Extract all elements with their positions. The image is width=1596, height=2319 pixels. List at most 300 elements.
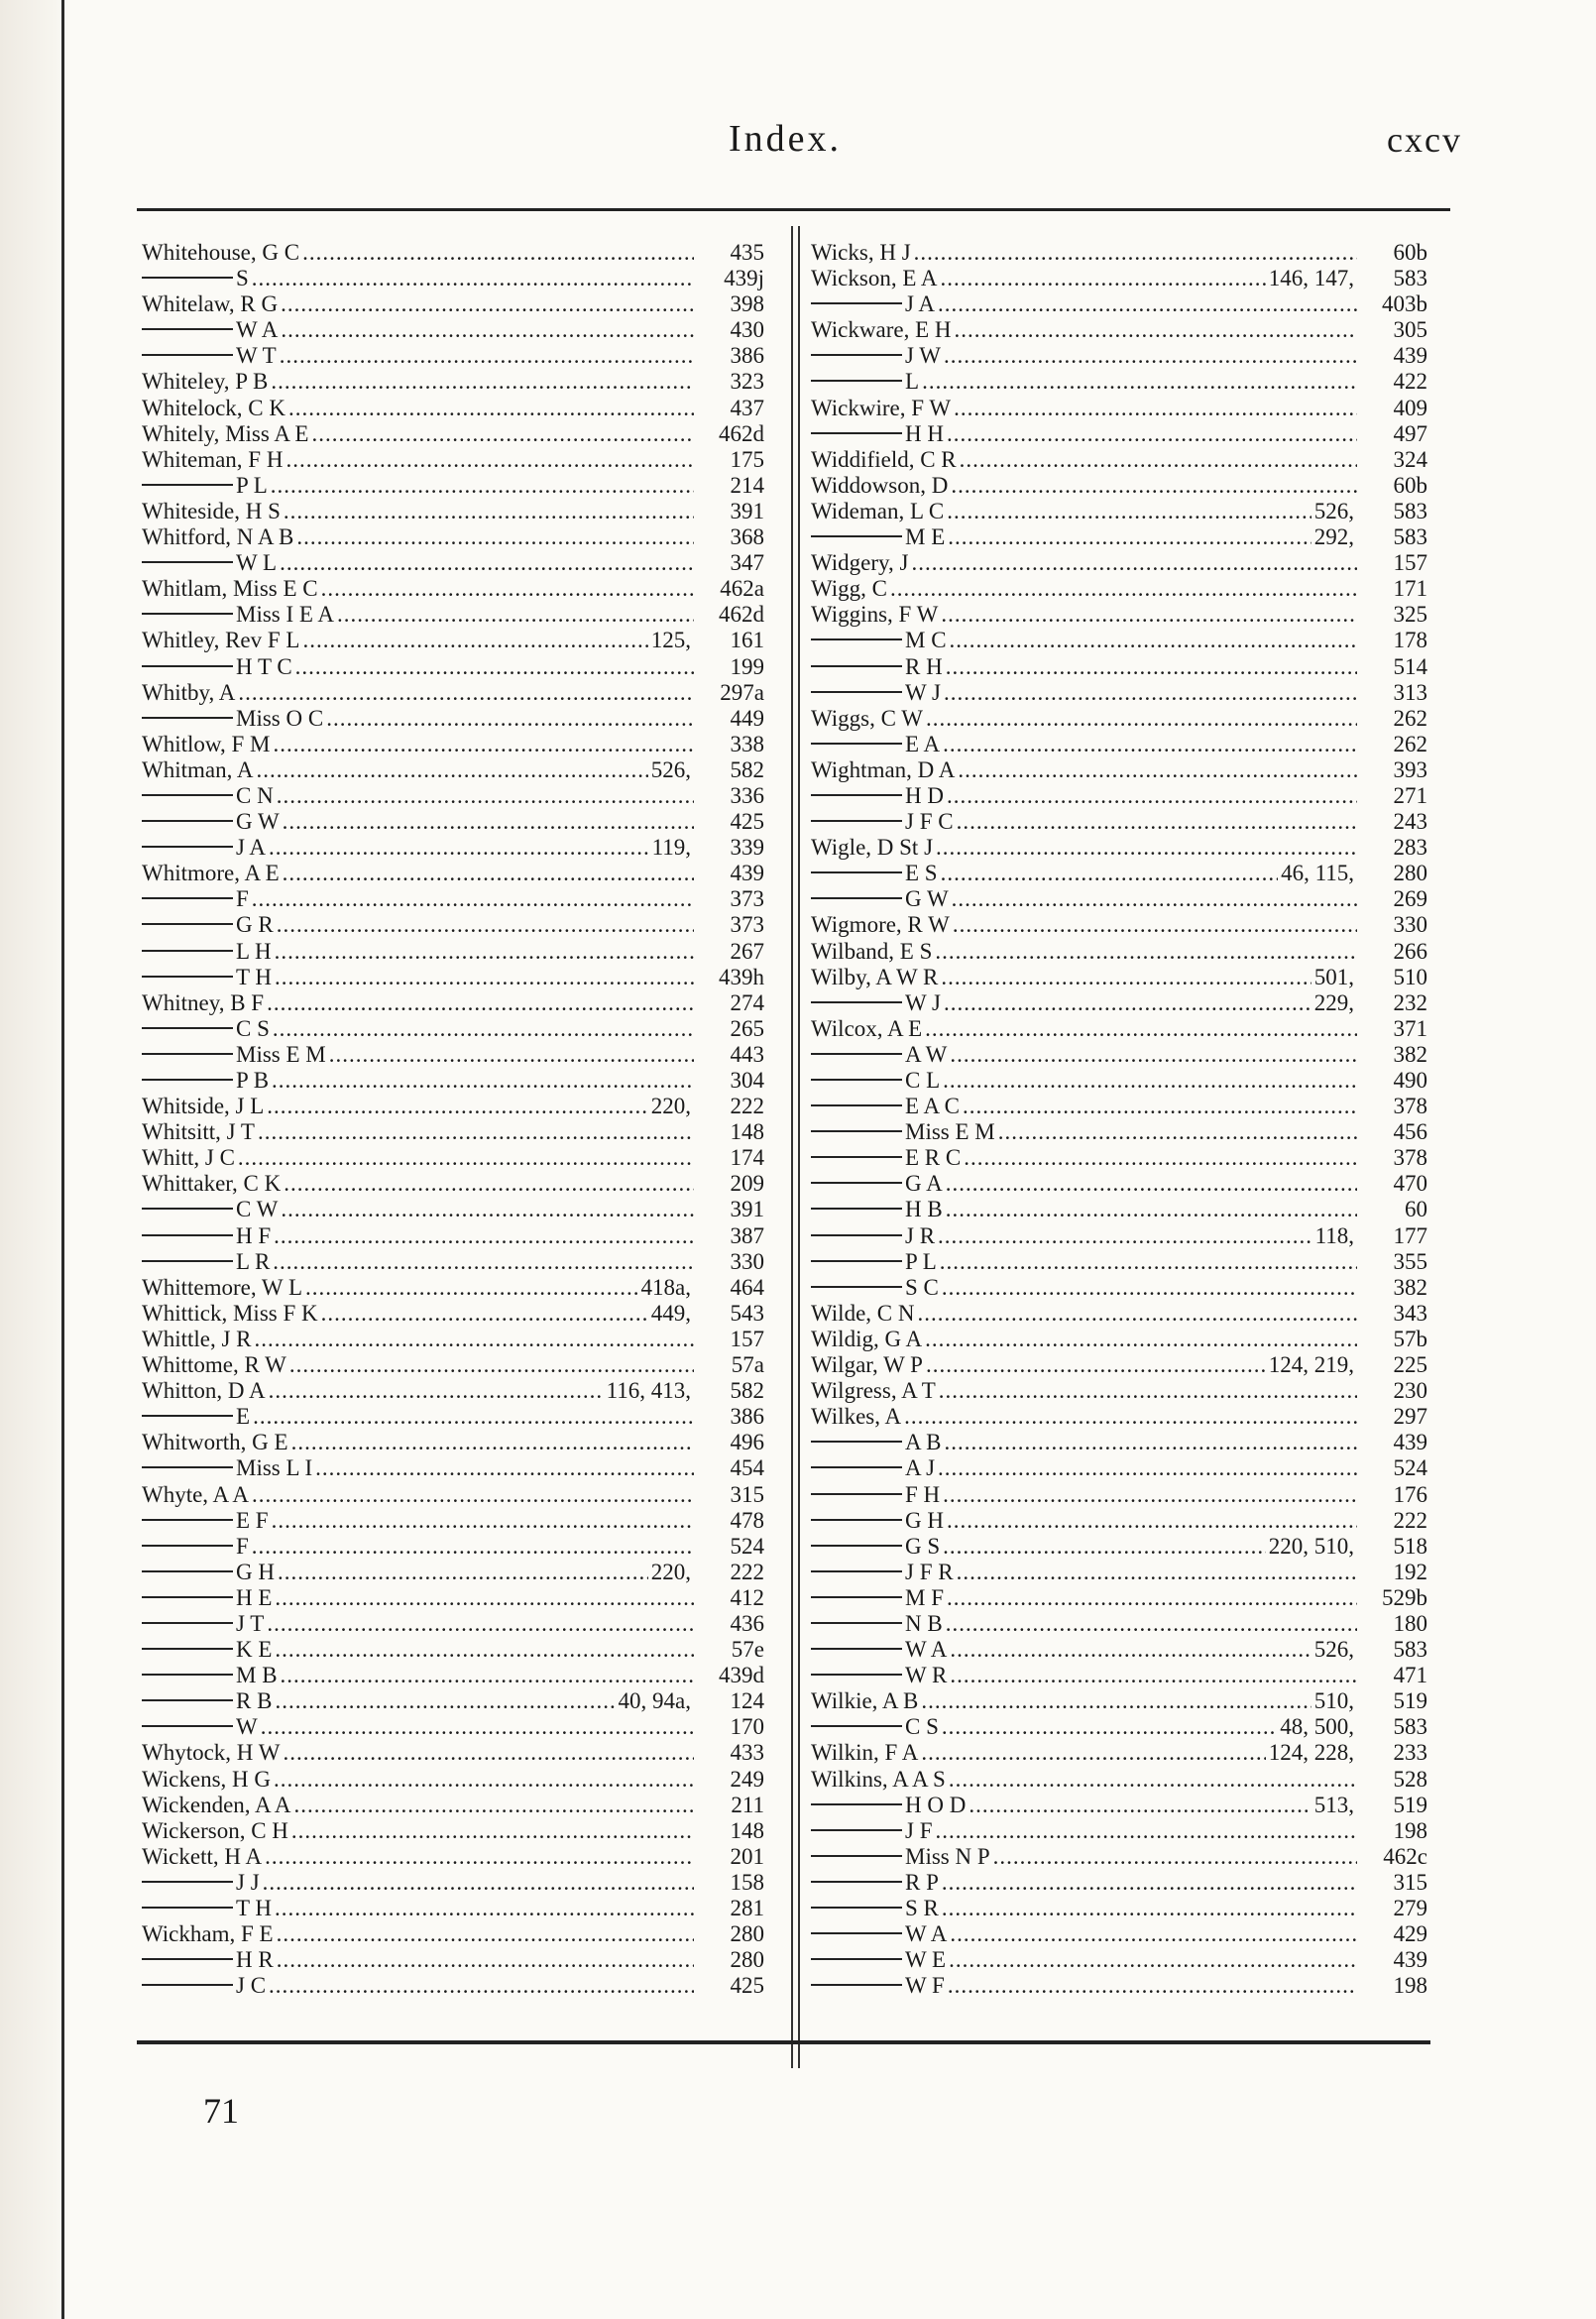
ditto-dash [142, 1699, 233, 1701]
dot-leader [274, 732, 695, 757]
dot-leader [273, 1249, 694, 1275]
entry-page-ref: 262 [1393, 705, 1427, 731]
entry-name: C N [236, 782, 274, 808]
ditto-dash [142, 1622, 233, 1624]
ditto-dash [811, 1545, 902, 1547]
index-entry [811, 939, 1427, 965]
entry-name: A W [905, 1041, 948, 1067]
entry-page-ref: 368 [730, 524, 764, 550]
entry-page-ref: 435 [730, 240, 764, 265]
entry-name: W F [905, 1973, 945, 1999]
entry-name: Whitehouse, G C [142, 240, 300, 265]
index-entry [811, 1560, 1427, 1585]
dot-leader [938, 291, 1357, 317]
entry-page-ref: 437 [730, 395, 764, 420]
index-entry [811, 1534, 1427, 1560]
entry-page-ref: 157 [1393, 550, 1427, 576]
ditto-dash [142, 277, 233, 279]
dot-leader [273, 1016, 694, 1042]
dot-leader [288, 396, 694, 421]
dot-leader [277, 1947, 694, 1973]
dot-leader [938, 1455, 1357, 1481]
entry-page-ref: 478 [730, 1507, 764, 1533]
index-entry [811, 473, 1427, 499]
entry-page-ref: 209 [730, 1171, 764, 1197]
index-entry [811, 550, 1427, 576]
entry-name: J W [905, 343, 941, 369]
entry-page-ref: 409 [1393, 395, 1427, 420]
dot-leader [283, 861, 694, 886]
index-entry [811, 1197, 1427, 1222]
entry-name: F [236, 886, 249, 912]
entry-page-ref: 412 [730, 1584, 764, 1610]
ditto-dash [811, 1053, 902, 1055]
ditto-dash [811, 1803, 902, 1805]
dot-leader [272, 1508, 694, 1534]
dot-leader [925, 1016, 1357, 1042]
dot-leader [261, 1714, 694, 1740]
dot-leader [238, 1145, 694, 1171]
index-entry [142, 886, 764, 912]
entry-page-ref: 148 [730, 1119, 764, 1145]
ditto-dash [142, 1234, 233, 1236]
entry-name: S R [905, 1896, 939, 1920]
entry-page-ref: 57a [731, 1352, 764, 1378]
dot-leader [943, 732, 1357, 757]
dot-leader [277, 783, 694, 809]
index-entry [811, 783, 1427, 809]
ditto-dash [811, 871, 902, 873]
index-entry [142, 266, 764, 291]
entry-page-ref: 387 [730, 1222, 764, 1248]
index-entry [811, 1404, 1427, 1430]
dot-leader [950, 1663, 1357, 1688]
dot-leader [942, 1275, 1357, 1301]
ditto-dash [142, 950, 233, 952]
entry-extra-refs: 526, [1313, 1637, 1354, 1663]
entry-page-ref: 355 [1393, 1248, 1427, 1274]
ditto-dash [142, 846, 233, 848]
ditto-dash [811, 1182, 902, 1184]
index-entry [811, 1430, 1427, 1455]
ditto-dash [811, 665, 902, 667]
entry-page-ref: 60b [1393, 472, 1427, 498]
entry-name: E S [905, 861, 938, 886]
dot-leader [998, 1119, 1357, 1145]
entry-name: Whitside, J L [142, 1094, 265, 1119]
entry-page-ref: 262 [1393, 731, 1427, 756]
index-entry [811, 396, 1427, 421]
index-entry [142, 317, 764, 343]
entry-name: Whitely, Miss A E [142, 420, 309, 446]
entry-extra-refs: 124, 228, [1268, 1740, 1354, 1766]
entry-page-ref: 439 [1393, 1947, 1427, 1973]
dot-leader [950, 628, 1357, 653]
entry-name: J F C [905, 809, 954, 835]
dot-leader [267, 1611, 694, 1637]
entry-page-ref: 471 [1393, 1663, 1427, 1688]
index-entry [811, 1637, 1427, 1663]
dot-leader [952, 886, 1357, 912]
dot-leader [926, 706, 1357, 732]
entry-page-ref: 297 [1393, 1404, 1427, 1430]
dot-leader [277, 912, 694, 938]
entry-page-ref: 439d [719, 1663, 764, 1688]
header-rule [137, 208, 1450, 211]
index-entry [811, 1171, 1427, 1197]
entry-name: Whiteley, P B [142, 369, 269, 395]
entry-name: J F [905, 1817, 933, 1843]
entry-page-ref: 178 [1393, 628, 1427, 653]
entry-page-ref: 324 [1393, 446, 1427, 472]
index-entry [142, 421, 764, 447]
entry-name: Wilkins, A A S [811, 1766, 946, 1792]
entry-page-ref: 279 [1393, 1896, 1427, 1920]
entry-name: Whittome, R W [142, 1352, 286, 1378]
entry-name: Whitton, D A [142, 1378, 266, 1404]
entry-name: Whitley, Rev F L [142, 628, 300, 653]
entry-name: E R C [905, 1145, 962, 1171]
entry-page-ref: 524 [1393, 1455, 1427, 1481]
index-entry [142, 1327, 764, 1352]
index-entry [811, 1921, 1427, 1947]
entry-name: Whitelaw, R G [142, 291, 279, 317]
dot-leader [948, 1973, 1357, 1999]
dot-leader [302, 240, 694, 266]
dot-leader [953, 912, 1357, 938]
entry-name: Whittle, J R [142, 1326, 252, 1351]
entry-extra-refs: 513, [1313, 1792, 1354, 1817]
ditto-dash [811, 1907, 902, 1909]
index-entry [142, 1430, 764, 1455]
index-entry [811, 1688, 1427, 1714]
entry-name: G W [236, 809, 280, 835]
entry-page-ref: 269 [1393, 886, 1427, 912]
entry-name: J J [236, 1869, 260, 1895]
index-entry [811, 757, 1427, 783]
entry-name: G A [905, 1171, 943, 1197]
dot-leader [291, 1818, 694, 1844]
index-entry [142, 654, 764, 680]
dot-leader [275, 965, 694, 990]
index-entry [811, 1844, 1427, 1870]
index-column-left [142, 240, 764, 1999]
index-entry [142, 1947, 764, 1973]
entry-name: Whittick, Miss F K [142, 1300, 318, 1326]
dot-leader [947, 783, 1357, 809]
entry-name: Wideman, L C [811, 498, 945, 523]
index-entry [811, 343, 1427, 369]
dot-leader [252, 266, 694, 291]
ditto-dash [811, 535, 902, 537]
entry-extra-refs: 526, [1313, 498, 1354, 523]
entry-page-ref: 378 [1393, 1145, 1427, 1171]
index-entry [142, 1740, 764, 1766]
entry-name: P B [236, 1068, 270, 1093]
entry-name: Whitt, J C [142, 1145, 235, 1171]
dot-leader [252, 886, 694, 912]
dot-leader [950, 1042, 1357, 1068]
index-entry [811, 1327, 1427, 1352]
dot-leader [921, 1688, 1311, 1714]
index-entry [142, 499, 764, 524]
index-entry [811, 1094, 1427, 1119]
ditto-dash [142, 1519, 233, 1521]
index-entry [142, 1197, 764, 1222]
index-entry [142, 602, 764, 628]
dot-leader [296, 524, 694, 550]
index-entry [811, 1663, 1427, 1688]
entry-page-ref: 192 [1393, 1559, 1427, 1584]
entry-name: A J [905, 1455, 936, 1481]
entry-name: W T [236, 343, 277, 369]
entry-name: W [236, 1714, 258, 1740]
entry-name: Wigmore, R W [811, 912, 950, 938]
entry-name: N B [905, 1610, 943, 1636]
dot-leader [926, 1352, 1266, 1378]
ditto-dash [142, 484, 233, 486]
entry-page-ref: 148 [730, 1817, 764, 1843]
ditto-dash [142, 1260, 233, 1262]
dot-leader [258, 1119, 694, 1145]
entry-page-ref: 398 [730, 291, 764, 317]
entry-page-ref: 497 [1393, 420, 1427, 446]
ditto-dash [811, 1466, 902, 1468]
entry-page-ref: 158 [730, 1869, 764, 1895]
index-entry [811, 1223, 1427, 1249]
entry-name: Whitlam, Miss E C [142, 576, 318, 602]
entry-name: E A C [905, 1094, 960, 1119]
entry-page-ref: 430 [730, 317, 764, 343]
dot-leader [942, 1870, 1357, 1896]
entry-page-ref: 336 [730, 782, 764, 808]
index-entry [811, 835, 1427, 861]
index-entry [142, 1793, 764, 1818]
ditto-dash [142, 354, 233, 356]
dot-leader [941, 965, 1311, 990]
index-entry [142, 1455, 764, 1481]
index-entry [142, 343, 764, 369]
index-entry [811, 1947, 1427, 1973]
entry-name: W J [905, 989, 941, 1015]
dot-leader [265, 1844, 694, 1870]
entry-page-ref: 439 [730, 861, 764, 886]
ditto-dash [811, 1829, 902, 1831]
index-entry [142, 1870, 764, 1896]
dot-leader [936, 1818, 1358, 1844]
entry-page-ref: 386 [730, 1404, 764, 1430]
ditto-dash [811, 354, 902, 356]
dot-leader [958, 757, 1357, 783]
ditto-dash [142, 1907, 233, 1909]
index-entry [811, 886, 1427, 912]
entry-name: Wilkie, A B [811, 1688, 919, 1714]
entry-page-ref: 60 [1405, 1197, 1427, 1222]
index-entry [142, 1482, 764, 1508]
entry-name: Miss E M [905, 1119, 995, 1145]
dot-leader [269, 1378, 604, 1404]
entry-name: Whitelock, C K [142, 395, 285, 420]
entry-page-ref: 496 [730, 1430, 764, 1455]
entry-name: Wilband, E S [811, 938, 933, 964]
dot-leader [947, 1508, 1357, 1534]
index-entry [142, 732, 764, 757]
entry-name: H R [236, 1947, 274, 1973]
dot-leader [269, 835, 649, 861]
dot-leader [302, 628, 647, 653]
dot-leader [275, 939, 694, 965]
index-entry [142, 1068, 764, 1094]
ditto-dash [142, 561, 233, 563]
entry-extra-refs: 292, [1313, 524, 1354, 550]
entry-page-ref: 433 [730, 1740, 764, 1766]
dot-leader [311, 421, 694, 447]
entry-extra-refs: 124, 219, [1268, 1352, 1354, 1378]
entry-name: Miss E M [236, 1041, 326, 1067]
entry-name: Widdowson, D [811, 472, 949, 498]
ditto-dash [142, 1958, 233, 1960]
ditto-dash [811, 1104, 902, 1106]
entry-name: G S [905, 1533, 941, 1559]
index-entry [811, 1352, 1427, 1378]
entry-page-ref: 161 [730, 628, 764, 653]
dot-leader [284, 1171, 694, 1197]
dot-leader [938, 1223, 1312, 1249]
entry-name: Wiggins, F W [811, 602, 939, 628]
dot-leader [904, 1404, 1357, 1430]
dot-leader [944, 990, 1311, 1016]
index-entry [142, 1611, 764, 1637]
index-entry [142, 1508, 764, 1534]
entry-extra-refs: 526, [650, 756, 691, 782]
entry-name: F [236, 1533, 249, 1559]
dot-leader [278, 1560, 648, 1585]
entry-name: H B [905, 1197, 943, 1222]
ditto-dash [142, 1570, 233, 1572]
dot-leader [280, 550, 694, 576]
index-entry [811, 240, 1427, 266]
ditto-dash [811, 1079, 902, 1081]
entry-extra-refs: 449, [650, 1300, 691, 1326]
index-entry [811, 266, 1427, 291]
entry-page-ref: 583 [1393, 1637, 1427, 1663]
entry-page-ref: 391 [730, 498, 764, 523]
column-divider [798, 226, 800, 2068]
index-entry [811, 1301, 1427, 1327]
ditto-dash [811, 1570, 902, 1572]
ditto-dash [811, 897, 902, 899]
ditto-dash [142, 717, 233, 719]
page-folio: 71 [203, 2091, 239, 2131]
dot-leader [949, 1767, 1357, 1793]
dot-leader [954, 396, 1357, 421]
index-entry [142, 706, 764, 732]
entry-page-ref: 462c [1383, 1843, 1427, 1869]
entry-name: H O D [905, 1792, 967, 1817]
dot-leader [957, 1560, 1357, 1585]
entry-page-ref: 57e [731, 1637, 764, 1663]
ditto-dash [811, 1622, 902, 1624]
entry-page-ref: 280 [730, 1921, 764, 1947]
dot-leader [269, 1973, 694, 1999]
ditto-dash [811, 638, 902, 640]
entry-extra-refs: 116, 413, [606, 1378, 691, 1404]
entry-name: Whitsitt, J T [142, 1119, 255, 1145]
entry-extra-refs: 220, 510, [1268, 1533, 1354, 1559]
entry-name: G H [236, 1559, 275, 1584]
entry-name: Miss N P [905, 1843, 990, 1869]
entry-name: C L [905, 1068, 941, 1093]
index-entry [142, 1637, 764, 1663]
entry-page-ref: 343 [1393, 1300, 1427, 1326]
entry-name: W A [905, 1921, 948, 1947]
entry-name: W R [905, 1663, 948, 1688]
entry-name: K E [236, 1637, 273, 1663]
entry-page-ref: 403b [1382, 291, 1427, 317]
entry-extra-refs: 125, [650, 628, 691, 653]
index-entry [811, 654, 1427, 680]
ditto-dash [142, 665, 233, 667]
ditto-dash [811, 1648, 902, 1650]
entry-name: H T C [236, 653, 292, 679]
dot-leader [940, 266, 1265, 291]
page-binding-shadow [0, 0, 69, 2319]
index-entry [811, 1249, 1427, 1275]
ditto-dash [142, 923, 233, 925]
ditto-dash [142, 1725, 233, 1727]
dot-leader [315, 1455, 694, 1481]
entry-name: W E [905, 1947, 947, 1973]
dot-leader [329, 1042, 694, 1068]
ditto-dash [142, 1545, 233, 1547]
entry-name: Wickham, F E [142, 1921, 274, 1947]
entry-name: C S [905, 1714, 939, 1740]
entry-page-ref: 454 [730, 1455, 764, 1481]
ditto-dash [142, 976, 233, 978]
dot-leader [947, 1585, 1357, 1611]
dot-leader [272, 1068, 694, 1094]
ditto-dash [811, 1932, 902, 1934]
entry-page-ref: 462d [719, 602, 764, 628]
index-entry [811, 809, 1427, 835]
ditto-dash [142, 1415, 233, 1417]
entry-page-ref: 393 [1393, 756, 1427, 782]
entry-page-ref: 543 [730, 1300, 764, 1326]
index-entry [811, 1455, 1427, 1481]
ditto-dash [811, 1234, 902, 1236]
dot-leader [912, 550, 1357, 576]
index-entry [811, 990, 1427, 1016]
page-title: Index. [729, 118, 843, 160]
entry-page-ref: 304 [730, 1068, 764, 1093]
entry-page-ref: 382 [1393, 1274, 1427, 1300]
index-entry [142, 1921, 764, 1947]
entry-page-ref: 330 [1393, 912, 1427, 938]
entry-page-ref: 222 [730, 1094, 764, 1119]
index-entry [811, 680, 1427, 706]
entry-name: Wigg, C [811, 576, 888, 602]
entry-name: Wickenden, A A [142, 1792, 291, 1817]
entry-page-ref: 222 [1393, 1507, 1427, 1533]
entry-name: R P [905, 1869, 939, 1895]
index-entry [142, 240, 764, 266]
entry-page-ref: 176 [1393, 1481, 1427, 1507]
ditto-dash [811, 743, 902, 745]
index-entry [142, 1042, 764, 1068]
entry-page-ref: 464 [730, 1274, 764, 1300]
index-entry [142, 1844, 764, 1870]
entry-name: Wilkes, A [811, 1404, 902, 1430]
